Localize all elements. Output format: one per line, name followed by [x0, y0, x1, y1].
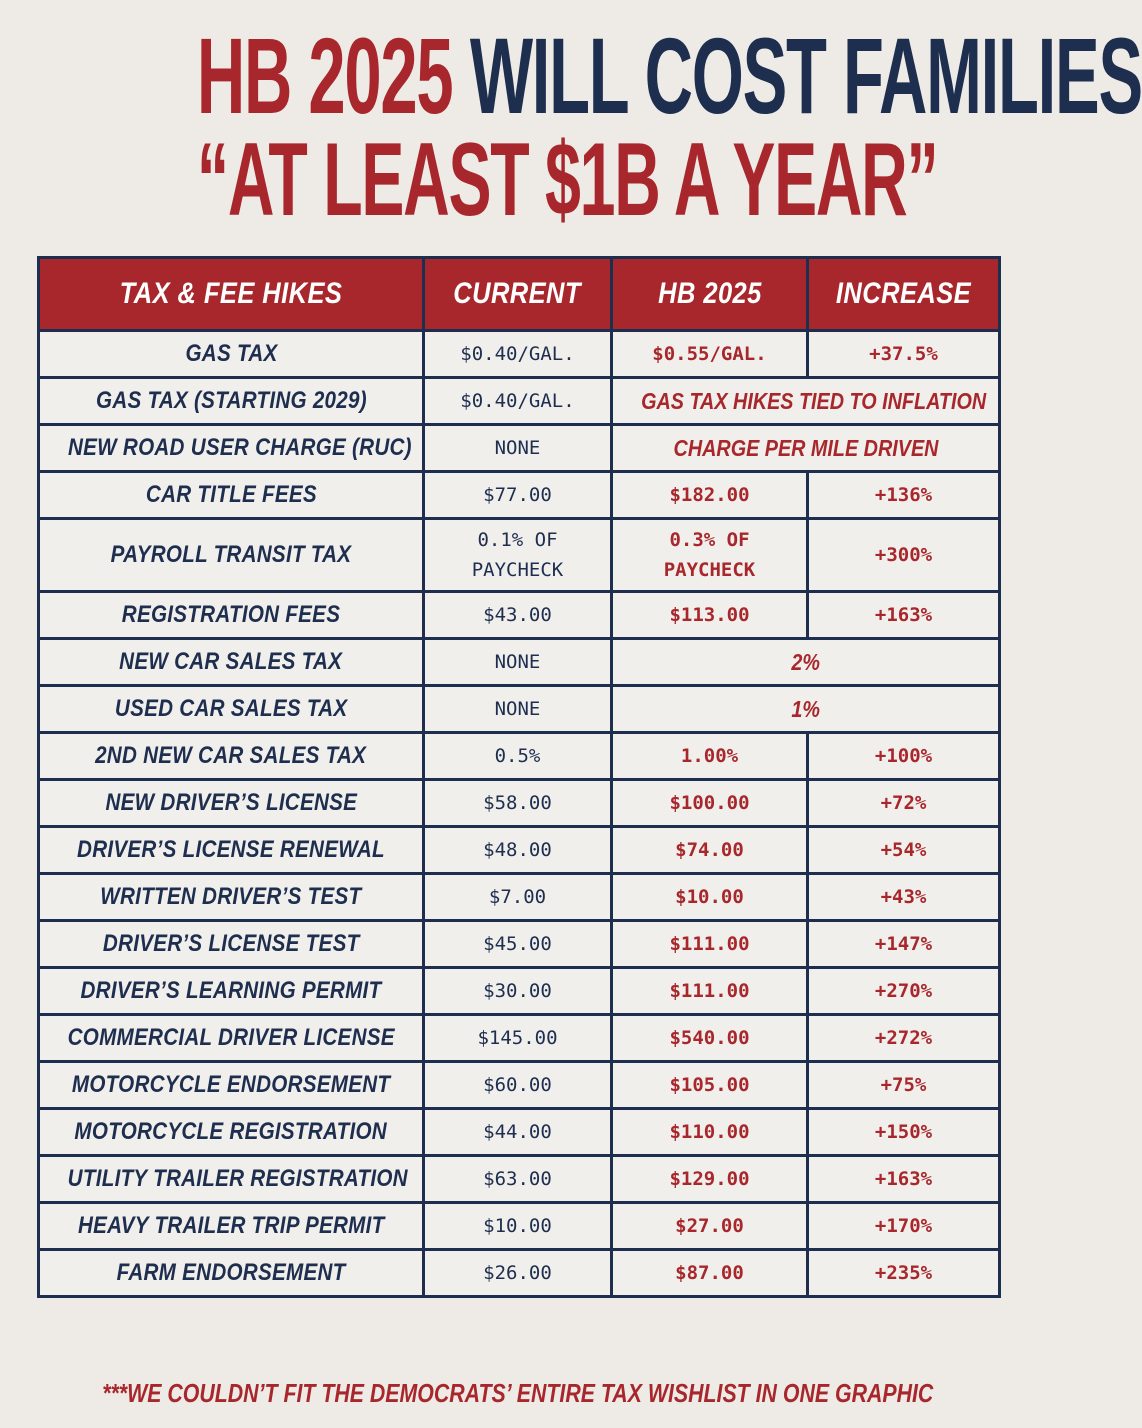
current-value: 0.5% — [424, 733, 612, 780]
increase-value: +54% — [808, 827, 1000, 874]
row-label: UTILITY TRAILER REGISTRATION — [39, 1156, 424, 1203]
table-row — [39, 1109, 1000, 1156]
merged-value: 1% — [612, 686, 1000, 733]
hb2025-value: $182.00 — [612, 472, 808, 519]
header-hb-2025: HB 2025 — [612, 258, 808, 331]
headline-bill-name: HB 2025 — [196, 15, 453, 136]
increase-value: +170% — [808, 1203, 1000, 1250]
increase-value: +43% — [808, 874, 1000, 921]
row-label: FARM ENDORSEMENT — [39, 1250, 424, 1297]
increase-value: +163% — [808, 1156, 1000, 1203]
row-label: DRIVER’S LEARNING PERMIT — [39, 968, 424, 1015]
hb2025-value: $111.00 — [612, 921, 808, 968]
current-value: $7.00 — [424, 874, 612, 921]
row-label: GAS TAX — [39, 331, 424, 378]
table-row — [39, 686, 1000, 733]
increase-value: +72% — [808, 780, 1000, 827]
merged-value: 2% — [612, 639, 1000, 686]
current-value: $60.00 — [424, 1062, 612, 1109]
row-label: MOTORCYCLE REGISTRATION — [39, 1109, 424, 1156]
current-value: $45.00 — [424, 921, 612, 968]
current-value: NONE — [424, 639, 612, 686]
table-row — [39, 472, 1000, 519]
merged-value: GAS TAX HIKES TIED TO INFLATION — [612, 378, 1000, 425]
current-value: $77.00 — [424, 472, 612, 519]
current-value: NONE — [424, 425, 612, 472]
table-row — [39, 1156, 1000, 1203]
current-value: $0.40/GAL. — [424, 331, 612, 378]
increase-value: +150% — [808, 1109, 1000, 1156]
table-row — [39, 1015, 1000, 1062]
hb2025-value: 1.00% — [612, 733, 808, 780]
table-header-row — [39, 258, 1000, 331]
hb2025-value: $100.00 — [612, 780, 808, 827]
row-label: NEW DRIVER’S LICENSE — [39, 780, 424, 827]
table-row — [39, 874, 1000, 921]
row-label: NEW CAR SALES TAX — [39, 639, 424, 686]
increase-value: +300% — [808, 519, 1000, 592]
current-value: $48.00 — [424, 827, 612, 874]
row-label: 2ND NEW CAR SALES TAX — [39, 733, 424, 780]
current-value: $44.00 — [424, 1109, 612, 1156]
increase-value: +136% — [808, 472, 1000, 519]
current-value: $30.00 — [424, 968, 612, 1015]
row-label: DRIVER’S LICENSE TEST — [39, 921, 424, 968]
header-tax-fee-hikes: TAX & FEE HIKES — [39, 258, 424, 331]
table-row — [39, 921, 1000, 968]
table-row — [39, 519, 1000, 592]
hb2025-value: 0.3% OF PAYCHECK — [612, 519, 808, 592]
hb2025-value: $129.00 — [612, 1156, 808, 1203]
hb2025-value: $87.00 — [612, 1250, 808, 1297]
table-row — [39, 639, 1000, 686]
hb2025-value: $113.00 — [612, 592, 808, 639]
increase-value: +270% — [808, 968, 1000, 1015]
current-value: $26.00 — [424, 1250, 612, 1297]
table-row — [39, 425, 1000, 472]
hb2025-value: $110.00 — [612, 1109, 808, 1156]
hb2025-value: $10.00 — [612, 874, 808, 921]
table-row — [39, 827, 1000, 874]
increase-value: +37.5% — [808, 331, 1000, 378]
row-label: REGISTRATION FEES — [39, 592, 424, 639]
table-row — [39, 780, 1000, 827]
table-row — [39, 378, 1000, 425]
headline-cost-text: WILL COST FAMILIES — [469, 15, 1142, 136]
increase-value: +272% — [808, 1015, 1000, 1062]
current-value: 0.1% OF PAYCHECK — [424, 519, 612, 592]
table-row — [39, 331, 1000, 378]
current-value: $10.00 — [424, 1203, 612, 1250]
table-row — [39, 1203, 1000, 1250]
row-label: WRITTEN DRIVER’S TEST — [39, 874, 424, 921]
increase-value: +100% — [808, 733, 1000, 780]
hb2025-value: $105.00 — [612, 1062, 808, 1109]
hb2025-value: $111.00 — [612, 968, 808, 1015]
current-value: NONE — [424, 686, 612, 733]
hb2025-value: $74.00 — [612, 827, 808, 874]
table-row — [39, 1062, 1000, 1109]
merged-value: CHARGE PER MILE DRIVEN — [612, 425, 1000, 472]
increase-value: +163% — [808, 592, 1000, 639]
header-current: CURRENT — [424, 258, 612, 331]
current-value: $58.00 — [424, 780, 612, 827]
increase-value: +75% — [808, 1062, 1000, 1109]
current-value: $43.00 — [424, 592, 612, 639]
hb2025-value: $0.55/GAL. — [612, 331, 808, 378]
row-label: NEW ROAD USER CHARGE (RUC) — [39, 425, 424, 472]
row-label: DRIVER’S LICENSE RENEWAL — [39, 827, 424, 874]
table-row — [39, 1250, 1000, 1297]
table-row — [39, 733, 1000, 780]
hb2025-value: $27.00 — [612, 1203, 808, 1250]
row-label: USED CAR SALES TAX — [39, 686, 424, 733]
row-label: HEAVY TRAILER TRIP PERMIT — [39, 1203, 424, 1250]
current-value: $63.00 — [424, 1156, 612, 1203]
hb2025-value: $540.00 — [612, 1015, 808, 1062]
increase-value: +235% — [808, 1250, 1000, 1297]
headline-line-1 — [196, 15, 1142, 136]
increase-value: +147% — [808, 921, 1000, 968]
current-value: $145.00 — [424, 1015, 612, 1062]
row-label: GAS TAX (STARTING 2029) — [39, 378, 424, 425]
footnote: ***WE COULDN’T FIT THE DEMOCRATS’ ENTIRE TAX WISHLIST IN ONE GRAPHIC — [102, 1378, 934, 1408]
tax-fee-table — [37, 256, 1001, 1298]
headline-line-2: “AT LEAST $1B A YEAR” — [196, 122, 938, 238]
header-increase: INCREASE — [808, 258, 1000, 331]
table-row — [39, 592, 1000, 639]
row-label: CAR TITLE FEES — [39, 472, 424, 519]
row-label: PAYROLL TRANSIT TAX — [39, 519, 424, 592]
row-label: MOTORCYCLE ENDORSEMENT — [39, 1062, 424, 1109]
row-label: COMMERCIAL DRIVER LICENSE — [39, 1015, 424, 1062]
current-value: $0.40/GAL. — [424, 378, 612, 425]
table-row — [39, 968, 1000, 1015]
